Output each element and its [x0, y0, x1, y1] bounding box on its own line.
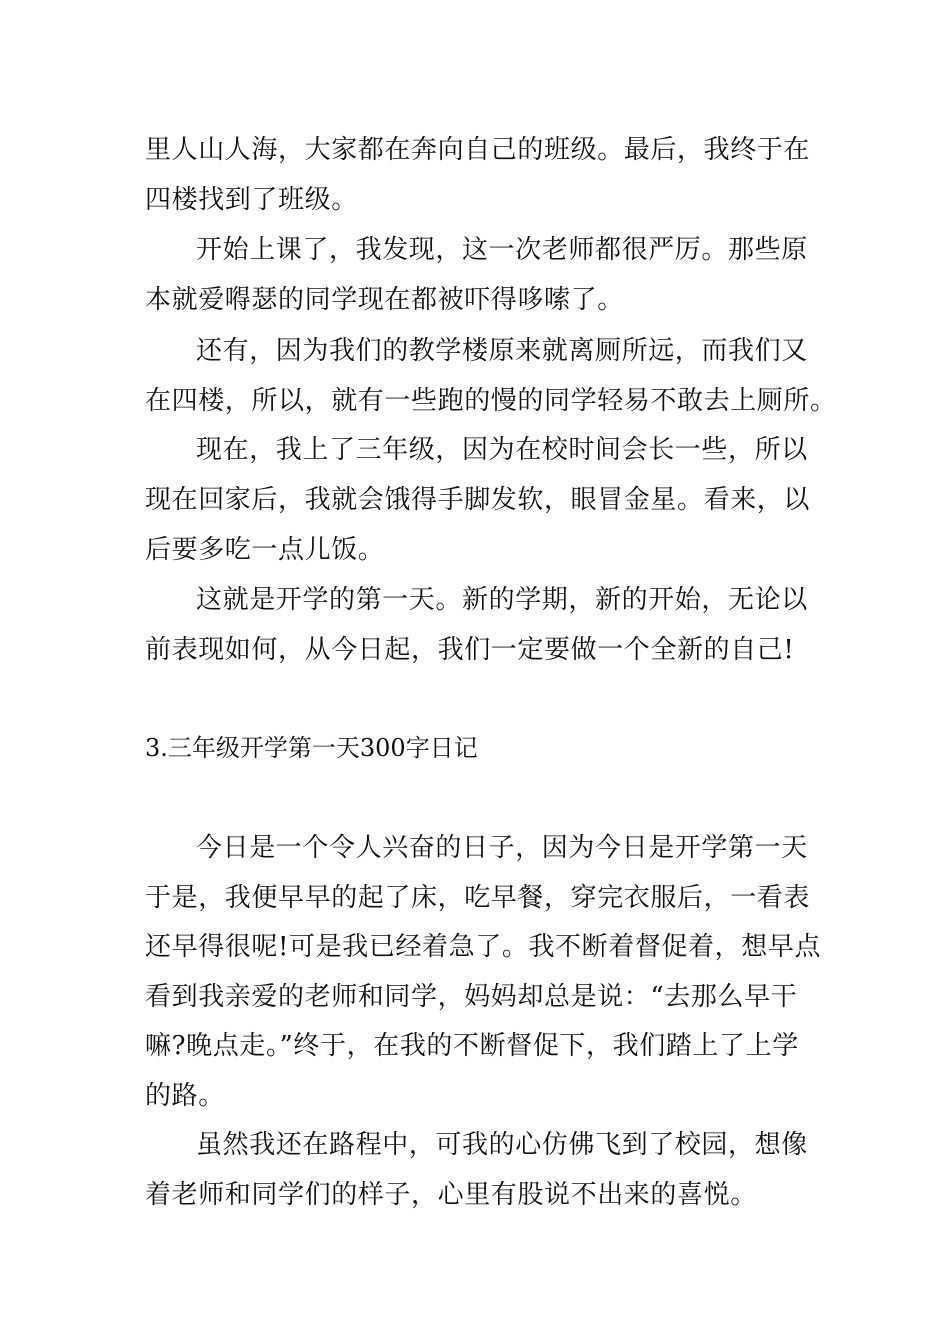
paragraph-line: 这就是开学的第一天。新的学期，新的开始，无论以: [196, 585, 808, 615]
paragraph-line: 前表现如何，从今日起，我们一定要做一个全新的自己!: [145, 635, 795, 665]
paragraph-line: 看到我亲爱的老师和同学，妈妈却总是说：“去那么早干: [145, 982, 798, 1012]
paragraph-line: 于是，我便早早的起了床，吃早餐，穿完衣服后，一看表: [145, 883, 811, 913]
paragraph-line: 本就爱嘚瑟的同学现在都被吓得哆嗦了。: [145, 285, 624, 315]
paragraph-line: 四楼找到了班级。: [145, 185, 358, 215]
section-heading: 3.三年级开学第一天300字日记: [145, 734, 478, 762]
paragraph-line: 虽然我还在路程中，可我的心仿佛飞到了校园，想像: [196, 1130, 808, 1160]
paragraph-line: 后要多吃一点儿饭。: [145, 535, 385, 565]
paragraph-line: 嘛?晚点走。”终于，在我的不断督促下，我们踏上了上学: [145, 1031, 799, 1061]
paragraph-line: 现在回家后，我就会饿得手脚发软，眼冒金星。看来，以: [145, 485, 811, 515]
paragraph-line: 开始上课了，我发现，这一次老师都很严厉。那些原: [196, 235, 808, 265]
paragraph-line: 现在，我上了三年级，因为在校时间会长一些，所以: [196, 435, 808, 465]
paragraph-line: 还早得很呢!可是我已经着急了。我不断着督促着，想早点: [145, 932, 822, 962]
paragraph-line: 今日是一个令人兴奋的日子，因为今日是开学第一天: [196, 833, 808, 863]
paragraph-line: 还有，因为我们的教学楼原来就离厕所远，而我们又: [196, 336, 808, 366]
paragraph-line: 着老师和同学们的样子，心里有股说不出来的喜悦。: [145, 1180, 757, 1210]
paragraph-line: 在四楼，所以，就有一些跑的慢的同学轻易不敢去上厕所。: [145, 386, 837, 416]
paragraph-line: 里人山人海，大家都在奔向自己的班级。最后，我终于在: [145, 135, 811, 165]
paragraph-line: 的路。: [145, 1081, 225, 1111]
